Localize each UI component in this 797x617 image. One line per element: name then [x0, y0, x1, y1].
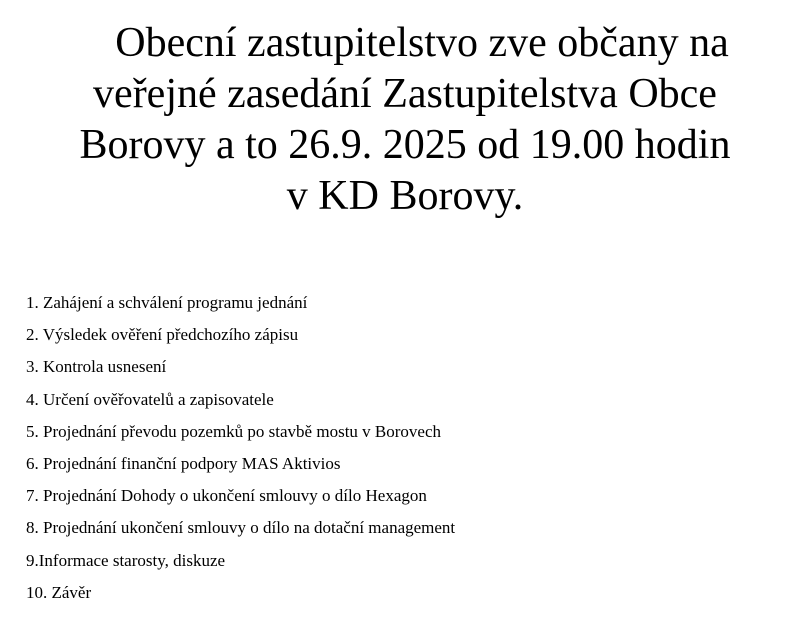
announcement-title — [20, 18, 790, 222]
agenda-item-5: 5. Projednání převodu pozemků po stavbě mostu v Borovech — [26, 421, 442, 441]
agenda-item-9: 9.Informace starosty, diskuze — [26, 550, 226, 570]
title-line-1: Obecní zastupitelstvo zve občany na — [115, 20, 729, 66]
title-line-4: v KD Borovy. — [286, 173, 524, 219]
agenda-item-4: 4. Určení ověřovatelů a zapisovatele — [26, 389, 274, 409]
agenda-item-1: 1. Zahájení a schválení programu jednání — [26, 293, 308, 312]
agenda-item-3: 3. Kontrola usnesení — [26, 357, 167, 377]
title-line-2: veřejné zasedání Zastupitelstva Obce — [93, 71, 717, 117]
agenda-list — [26, 287, 455, 609]
agenda-item-2: 2. Výsledek ověření předchozího zápisu — [26, 325, 299, 345]
agenda-item-7: 7. Projednání Dohody o ukončení smlouvy o dílo Hexagon — [26, 486, 427, 506]
agenda-item-10: 10. Závěr — [26, 582, 92, 602]
agenda-item-8: 8. Projednání ukončení smlouvy o dílo na dotační management — [26, 518, 456, 538]
agenda-item-6: 6. Projednání finanční podpory MAS Aktivios — [26, 454, 341, 474]
title-line-3: Borovy a to 26.9. 2025 od 19.00 hodin — [79, 122, 731, 168]
